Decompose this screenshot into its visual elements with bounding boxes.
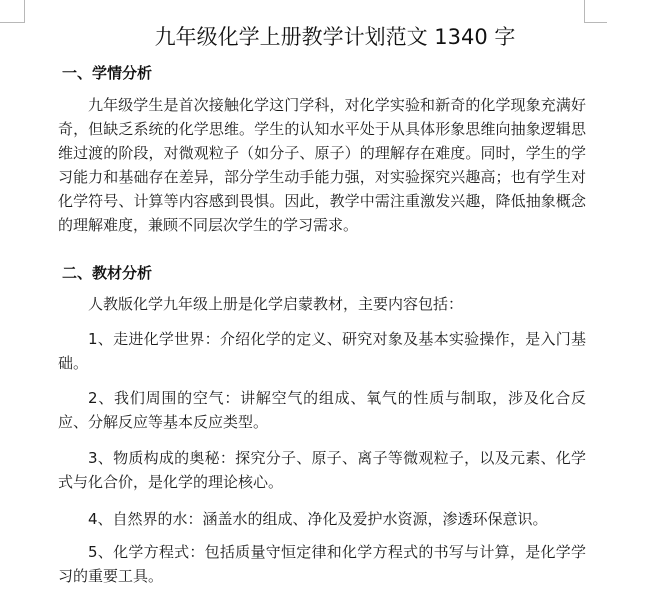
section-heading-textbook-analysis: 二、教材分析 <box>62 264 153 282</box>
paragraph-student-analysis: 九年级学生是首次接触化学这门学科，对化学实验和新奇的化学现象充满好奇，但缺乏系统的化学思维。学生的认知水平处于从具体形象思维向抽象逻辑思维过渡的阶段，对微观粒子（如分子、原子）的理解存在难度。同时，学生的学习能力和基础存在差异，部分学生动手能力强，对实验探究兴趣高；也有学生对化学符号、计算等内容感到畏惧。因此，教学中需注重激发兴趣，降低抽象概念的理解难度，兼顾不同层次学生的学习需求。 <box>58 96 586 234</box>
page-corner-mark-top-right <box>584 0 607 23</box>
page-corner-mark-top-left <box>0 0 25 23</box>
paragraph-textbook-intro: 人教版化学九年级上册是化学启蒙教材，主要内容包括： <box>88 295 464 313</box>
list-item-chapter-4: 4、自然界的水：涵盖水的组成、净化及爱护水资源，渗透环保意识。 <box>88 510 548 528</box>
list-item-chapter-5: 5、化学方程式：包括质量守恒定律和化学方程式的书写与计算，是化学学习的重要工具。 <box>58 543 586 585</box>
section-heading-student-analysis: 一、学情分析 <box>62 64 153 82</box>
list-item-chapter-3: 3、物质构成的奥秘：探究分子、原子、离子等微观粒子，以及元素、化学式与化合价，是化学的理论核心。 <box>58 449 586 491</box>
list-item-chapter-1: 1、走进化学世界：介绍化学的定义、研究对象及基本实验操作，是入门基础。 <box>58 330 586 372</box>
document-title: 九年级化学上册教学计划范文 1340 字 <box>154 25 516 49</box>
list-item-chapter-2: 2、我们周围的空气：讲解空气的组成、氧气的性质与制取，涉及化合反应、分解反应等基本反应类型。 <box>58 389 586 431</box>
